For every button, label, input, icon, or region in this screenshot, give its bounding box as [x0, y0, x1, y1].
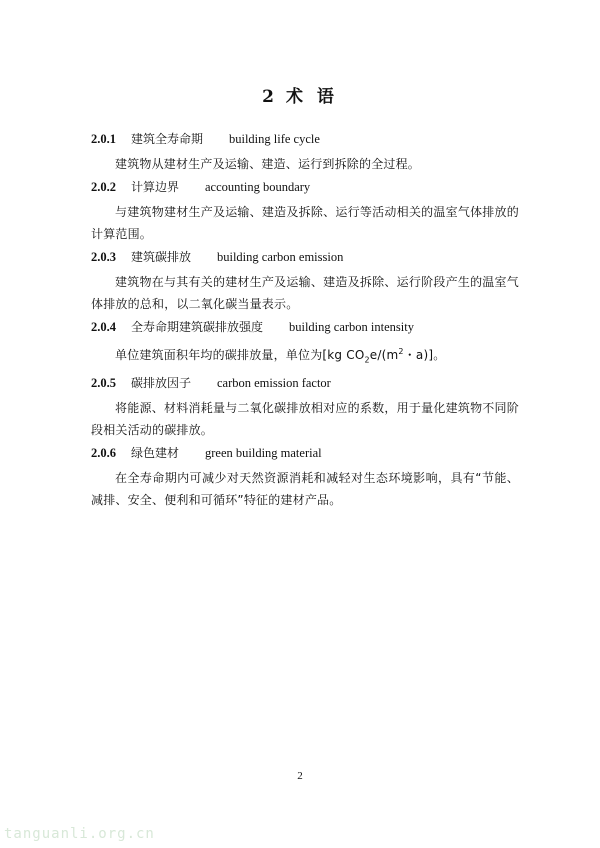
term-chinese-name: 计算边界	[130, 180, 179, 194]
term-number: 2.0.4	[91, 320, 116, 334]
term-definition-prefix: 单位建筑面积年均的碳排放量，单位为[kg CO	[115, 348, 365, 362]
page-number: 2	[297, 770, 303, 782]
term-heading	[91, 248, 519, 266]
term-definition-subscript: 2	[364, 355, 370, 365]
term-entry	[91, 318, 519, 371]
term-entry	[91, 444, 519, 511]
term-entry	[91, 248, 519, 315]
term-entry	[91, 374, 519, 441]
term-chinese-name: 建筑全寿命期	[130, 132, 203, 146]
term-definition: 与建筑物建材生产及运输、建造及拆除、运行等活动相关的温室气体排放的计算范围。	[91, 205, 519, 241]
term-heading	[91, 178, 519, 196]
term-heading	[91, 374, 519, 392]
term-chinese-name: 碳排放因子	[130, 376, 191, 391]
chapter-number: 2	[262, 87, 278, 107]
term-chinese-name: 建筑碳排放	[130, 250, 191, 264]
term-english-name: accounting boundary	[204, 180, 311, 194]
term-entry	[91, 130, 519, 175]
term-number: 2.0.2	[91, 180, 116, 194]
term-definition-suffix: ・a)]。	[403, 348, 446, 362]
term-number: 2.0.1	[91, 132, 116, 146]
term-english-name: building carbon emission	[216, 250, 344, 264]
term-heading	[91, 130, 519, 148]
term-heading	[91, 444, 519, 462]
term-heading	[91, 318, 519, 336]
term-definition-superscript: 2	[398, 347, 404, 356]
chapter-title	[0, 82, 600, 107]
term-english-name: building carbon intensity	[288, 320, 414, 334]
term-number: 2.0.3	[91, 250, 116, 264]
term-english-name: building life cycle	[228, 132, 320, 146]
term-english-name: carbon emission factor	[216, 376, 331, 391]
term-entry	[91, 178, 519, 245]
term-definition: 将能源、材料消耗量与二氧化碳排放相对应的系数，用于量化建筑物不同阶段相关活动的碳排放。	[91, 401, 519, 438]
term-definition	[91, 341, 519, 371]
term-english-name: green building material	[204, 446, 322, 461]
term-definition: 建筑物从建材生产及运输、建造、运行到拆除的全过程。	[115, 157, 421, 171]
term-number: 2.0.6	[91, 446, 116, 461]
watermark: tanguanli.org.cn	[4, 826, 155, 842]
term-number: 2.0.5	[91, 376, 116, 391]
terms-list	[91, 130, 519, 514]
term-definition-mid: e/(m	[369, 348, 399, 362]
term-chinese-name: 绿色建材	[130, 446, 179, 461]
term-definition: 在全寿命期内可减少对天然资源消耗和减轻对生态环境影响，具有“节能、减排、安全、便利和可循环”特征的建材产品。	[91, 471, 519, 508]
chapter-heading: 术 语	[285, 87, 338, 107]
term-definition: 建筑物在与其有关的建材生产及运输、建造及拆除、运行阶段产生的温室气体排放的总和，以二氧化碳当量表示。	[91, 275, 519, 311]
term-chinese-name: 全寿命期建筑碳排放强度	[130, 320, 263, 334]
